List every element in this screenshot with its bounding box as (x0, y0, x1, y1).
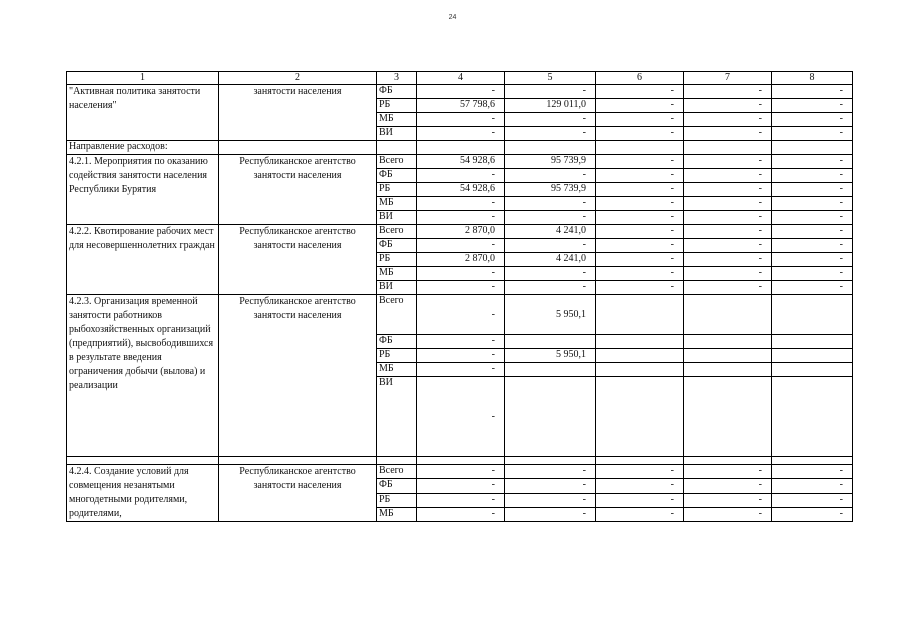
value-cell: - (596, 493, 684, 507)
funding-source: ФБ (377, 479, 417, 493)
value-cell: - (596, 155, 684, 169)
funding-source: РБ (377, 493, 417, 507)
value-cell: 2 870,0 (417, 225, 505, 239)
funding-source: МБ (377, 507, 417, 521)
value-cell: - (772, 197, 853, 211)
value-cell (596, 349, 684, 363)
value-cell (596, 295, 684, 335)
empty-cell (219, 457, 377, 465)
value-cell: - (596, 169, 684, 183)
direction-label: Направление расходов: (67, 141, 219, 155)
empty-cell (505, 457, 596, 465)
value-cell: - (772, 225, 853, 239)
column-header: 7 (684, 72, 772, 85)
empty-cell (505, 141, 596, 155)
budget-table (66, 71, 853, 522)
value-cell: - (417, 493, 505, 507)
value-cell: - (417, 377, 505, 457)
value-cell: - (772, 267, 853, 281)
value-cell (684, 363, 772, 377)
value-cell: - (772, 239, 853, 253)
funding-source: МБ (377, 363, 417, 377)
responsible-agency: Республиканское агентство занятости населения (219, 155, 377, 225)
value-cell: - (417, 239, 505, 253)
value-cell: 95 739,9 (505, 183, 596, 197)
value-cell: - (417, 295, 505, 335)
column-header: 1 (67, 72, 219, 85)
value-cell: - (684, 493, 772, 507)
value-cell: - (684, 113, 772, 127)
value-cell: - (596, 99, 684, 113)
value-cell: - (772, 253, 853, 267)
value-cell: - (772, 155, 853, 169)
value-cell: - (772, 479, 853, 493)
funding-source: ВИ (377, 281, 417, 295)
funding-source: РБ (377, 253, 417, 267)
value-cell: - (772, 281, 853, 295)
value-cell: - (417, 127, 505, 141)
column-header: 3 (377, 72, 417, 85)
value-cell (772, 335, 853, 349)
empty-cell (596, 457, 684, 465)
value-cell: 95 739,9 (505, 155, 596, 169)
value-cell: - (505, 281, 596, 295)
value-cell: - (596, 211, 684, 225)
value-cell (684, 349, 772, 363)
funding-source: РБ (377, 183, 417, 197)
value-cell: - (417, 85, 505, 99)
value-cell: 129 011,0 (505, 99, 596, 113)
funding-source: ФБ (377, 169, 417, 183)
value-cell: - (684, 281, 772, 295)
column-header: 4 (417, 72, 505, 85)
value-cell: - (596, 507, 684, 521)
value-cell: - (596, 465, 684, 479)
value-cell: - (684, 183, 772, 197)
measure-name: 4.2.2. Квотирование рабочих мест для несовершеннолетних граждан (67, 225, 219, 295)
value-cell: - (684, 253, 772, 267)
value-cell: - (417, 281, 505, 295)
measure-name: 4.2.1. Мероприятия по оказанию содействия занятости населения Республики Бурятия (67, 155, 219, 225)
funding-source: ФБ (377, 335, 417, 349)
responsible-agency: Республиканское агентство занятости населения (219, 295, 377, 457)
value-cell: - (417, 197, 505, 211)
value-cell (684, 295, 772, 335)
value-cell: - (684, 465, 772, 479)
value-cell: - (417, 169, 505, 183)
value-cell: - (596, 281, 684, 295)
value-cell: - (417, 113, 505, 127)
value-cell: - (684, 99, 772, 113)
empty-cell (219, 141, 377, 155)
value-cell (772, 295, 853, 335)
value-cell (596, 335, 684, 349)
funding-source: ВИ (377, 211, 417, 225)
value-cell: - (684, 169, 772, 183)
column-header: 2 (219, 72, 377, 85)
value-cell: 4 241,0 (505, 253, 596, 267)
value-cell: - (596, 127, 684, 141)
value-cell (684, 335, 772, 349)
value-cell: - (505, 211, 596, 225)
value-cell: 5 950,1 (505, 295, 596, 335)
responsible-agency: Республиканское агентство занятости населения (219, 225, 377, 295)
spacer-row (67, 457, 853, 465)
funding-source: МБ (377, 197, 417, 211)
value-cell: - (772, 127, 853, 141)
value-cell: - (684, 239, 772, 253)
value-cell: - (417, 211, 505, 225)
value-cell: 54 928,6 (417, 183, 505, 197)
value-cell: - (596, 113, 684, 127)
value-cell: - (417, 335, 505, 349)
value-cell: - (505, 507, 596, 521)
value-cell: - (772, 465, 853, 479)
column-header: 5 (505, 72, 596, 85)
value-cell: - (772, 85, 853, 99)
empty-cell (417, 457, 505, 465)
empty-cell (417, 141, 505, 155)
funding-source: РБ (377, 349, 417, 363)
value-cell: - (684, 155, 772, 169)
value-cell: - (684, 225, 772, 239)
column-header: 8 (772, 72, 853, 85)
value-cell (596, 377, 684, 457)
funding-source: ФБ (377, 85, 417, 99)
value-cell: - (596, 267, 684, 281)
value-cell: - (772, 183, 853, 197)
value-cell (505, 377, 596, 457)
value-cell (505, 335, 596, 349)
measure-name: 4.2.3. Организация временной занятости работников рыбохозяйственных организаций (предприятий), высвободившихся в результате введения ограничения добычи (вылова) и реализации (67, 295, 219, 457)
value-cell: - (596, 479, 684, 493)
value-cell (505, 363, 596, 377)
value-cell: 54 928,6 (417, 155, 505, 169)
value-cell: - (596, 197, 684, 211)
value-cell: - (772, 507, 853, 521)
responsible-agency: Республиканское агентство занятости населения (219, 465, 377, 522)
value-cell: - (772, 493, 853, 507)
empty-cell (684, 457, 772, 465)
value-cell: - (505, 169, 596, 183)
value-cell: - (684, 479, 772, 493)
value-cell: - (596, 225, 684, 239)
value-cell (772, 349, 853, 363)
value-cell: - (417, 349, 505, 363)
value-cell: 5 950,1 (505, 349, 596, 363)
value-cell: - (684, 507, 772, 521)
funding-source: МБ (377, 113, 417, 127)
funding-source: Всего (377, 465, 417, 479)
value-cell: - (684, 197, 772, 211)
value-cell (596, 363, 684, 377)
responsible-agency: занятости населения (219, 85, 377, 141)
value-cell: - (596, 85, 684, 99)
value-cell: - (505, 85, 596, 99)
column-header: 6 (596, 72, 684, 85)
value-cell: 2 870,0 (417, 253, 505, 267)
value-cell (684, 377, 772, 457)
empty-cell (67, 457, 219, 465)
direction-row (67, 141, 853, 155)
value-cell: - (772, 99, 853, 113)
value-cell: 4 241,0 (505, 225, 596, 239)
value-cell: - (596, 239, 684, 253)
value-cell: - (505, 267, 596, 281)
empty-cell (772, 457, 853, 465)
page-number: 24 (448, 14, 457, 21)
value-cell: - (684, 267, 772, 281)
value-cell: - (505, 493, 596, 507)
funding-source: ФБ (377, 239, 417, 253)
value-cell: - (772, 169, 853, 183)
value-cell: - (684, 211, 772, 225)
empty-cell (377, 457, 417, 465)
value-cell: - (505, 127, 596, 141)
value-cell: - (417, 363, 505, 377)
value-cell: - (772, 211, 853, 225)
value-cell: - (417, 479, 505, 493)
value-cell: 57 798,6 (417, 99, 505, 113)
table-row (67, 155, 853, 169)
value-cell: - (505, 239, 596, 253)
value-cell: - (505, 479, 596, 493)
value-cell: - (772, 113, 853, 127)
funding-source: РБ (377, 99, 417, 113)
funding-source: Всего (377, 155, 417, 169)
measure-name: 4.2.4. Создание условий для совмещения незанятыми многодетными родителями, родителями, (67, 465, 219, 522)
funding-source: Всего (377, 295, 417, 335)
value-cell (772, 363, 853, 377)
value-cell: - (505, 465, 596, 479)
measure-name: "Активная политика занятости населения" (67, 85, 219, 141)
value-cell: - (417, 267, 505, 281)
empty-cell (377, 141, 417, 155)
empty-cell (684, 141, 772, 155)
table-row (67, 465, 853, 479)
funding-source: Всего (377, 225, 417, 239)
empty-cell (596, 141, 684, 155)
value-cell: - (684, 127, 772, 141)
table-row (67, 295, 853, 335)
funding-source: ВИ (377, 377, 417, 457)
empty-cell (772, 141, 853, 155)
table-row (67, 85, 853, 99)
value-cell (772, 377, 853, 457)
funding-source: МБ (377, 267, 417, 281)
value-cell: - (684, 85, 772, 99)
table-row (67, 225, 853, 239)
funding-source: ВИ (377, 127, 417, 141)
value-cell: - (417, 507, 505, 521)
value-cell: - (596, 183, 684, 197)
value-cell: - (505, 113, 596, 127)
value-cell: - (417, 465, 505, 479)
value-cell: - (596, 253, 684, 267)
value-cell: - (505, 197, 596, 211)
header-row (67, 72, 853, 85)
